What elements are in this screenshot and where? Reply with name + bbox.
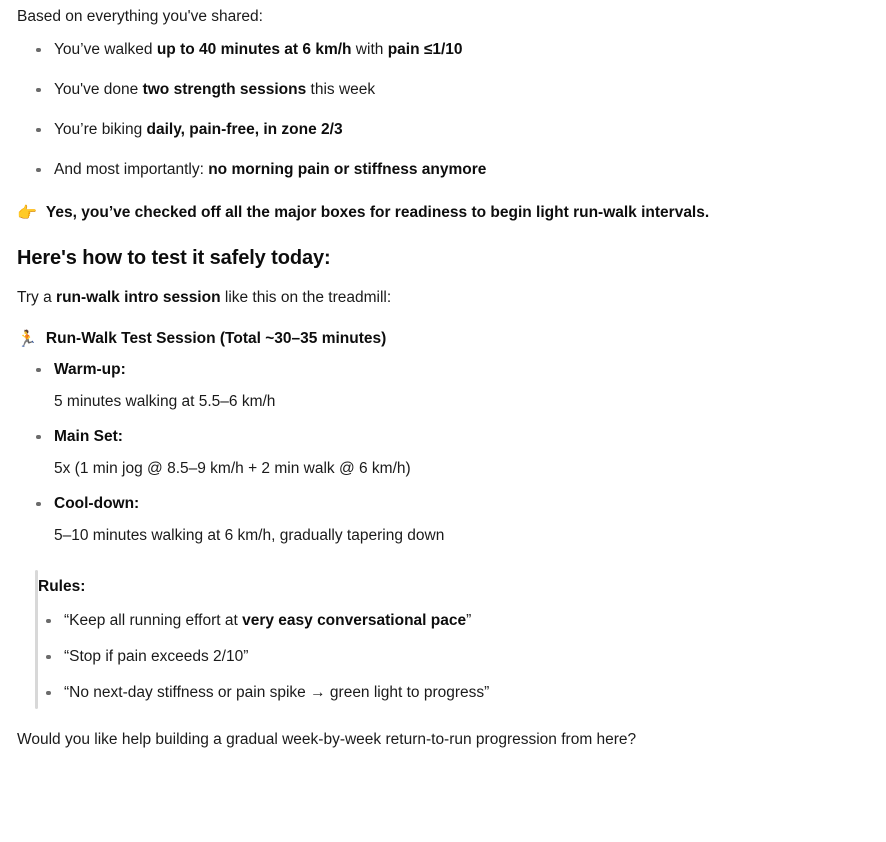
bullet-text-prefix: You've done (54, 81, 143, 98)
bullet-text-prefix: And most importantly: (54, 161, 209, 178)
step-detail: 5x (1 min jog @ 8.5–9 km/h + 2 min walk @ 6 km/h) (54, 460, 411, 477)
rules-list (38, 610, 870, 703)
list-item (17, 493, 870, 546)
list-item (17, 39, 870, 60)
bullet-text-middle: with (351, 41, 388, 58)
session-steps-list (17, 359, 870, 546)
runner-emoji: 🏃 (17, 329, 37, 348)
bullet-text-prefix: You’re biking (54, 121, 147, 138)
list-item (17, 119, 870, 140)
closing-question: Would you like help building a gradual week-by-week return-to-run progression from here? (17, 731, 637, 748)
bullet-text-bold: daily, pain-free, in zone 2/3 (146, 121, 343, 138)
bullet-text-bold: no morning pain or stiffness anymore (208, 161, 487, 178)
rule-text-prefix: “No next-day stiffness or pain spike → green light to progress” (64, 684, 490, 701)
session-title-row (17, 328, 870, 349)
verdict-callout (17, 202, 870, 223)
list-item (38, 682, 870, 703)
try-text-prefix: Try a (17, 289, 57, 306)
session-title: Run-Walk Test Session (Total ~30–35 minutes) (45, 330, 387, 347)
bullet-text-bold: two strength sessions (142, 81, 307, 98)
list-item (17, 426, 870, 479)
bullet-text-bold-2: pain ≤1/10 (387, 41, 463, 58)
rule-text-bold: very easy conversational pace (242, 612, 467, 629)
list-item (38, 646, 870, 667)
list-item (17, 359, 870, 412)
rules-label: Rules: (38, 578, 86, 595)
try-text-bold: run-walk intro session (56, 289, 221, 306)
step-label: Main Set: (54, 428, 123, 445)
try-instruction-paragraph (17, 287, 870, 308)
bullet-text-bold: up to 40 minutes at 6 km/h (156, 41, 352, 58)
rule-text-prefix: “Keep all running effort at (64, 612, 243, 629)
verdict-text: Yes, you’ve checked off all the major boxes for readiness to begin light run-walk intervals. (45, 204, 710, 221)
rule-text-suffix: ” (466, 612, 472, 629)
section-heading: Here's how to test it safely today: (17, 247, 331, 269)
rule-text-prefix: “Stop if pain exceeds 2/10” (64, 648, 249, 665)
bullet-text-middle: this week (306, 81, 376, 98)
step-detail: 5–10 minutes walking at 6 km/h, gradually tapering down (54, 527, 445, 544)
step-detail: 5 minutes walking at 5.5–6 km/h (54, 393, 276, 410)
list-item (17, 79, 870, 100)
readiness-summary-list (17, 39, 870, 180)
step-label: Warm-up: (54, 361, 126, 378)
step-label: Cool-down: (54, 495, 140, 512)
list-item (17, 159, 870, 180)
rules-blockquote (17, 570, 870, 709)
intro-paragraph: Based on everything you've shared: (17, 8, 263, 25)
list-item (38, 610, 870, 631)
pointing-right-emoji: 👉 (17, 203, 37, 222)
try-text-suffix: like this on the treadmill: (220, 289, 392, 306)
bullet-text-prefix: You’ve walked (54, 41, 157, 58)
